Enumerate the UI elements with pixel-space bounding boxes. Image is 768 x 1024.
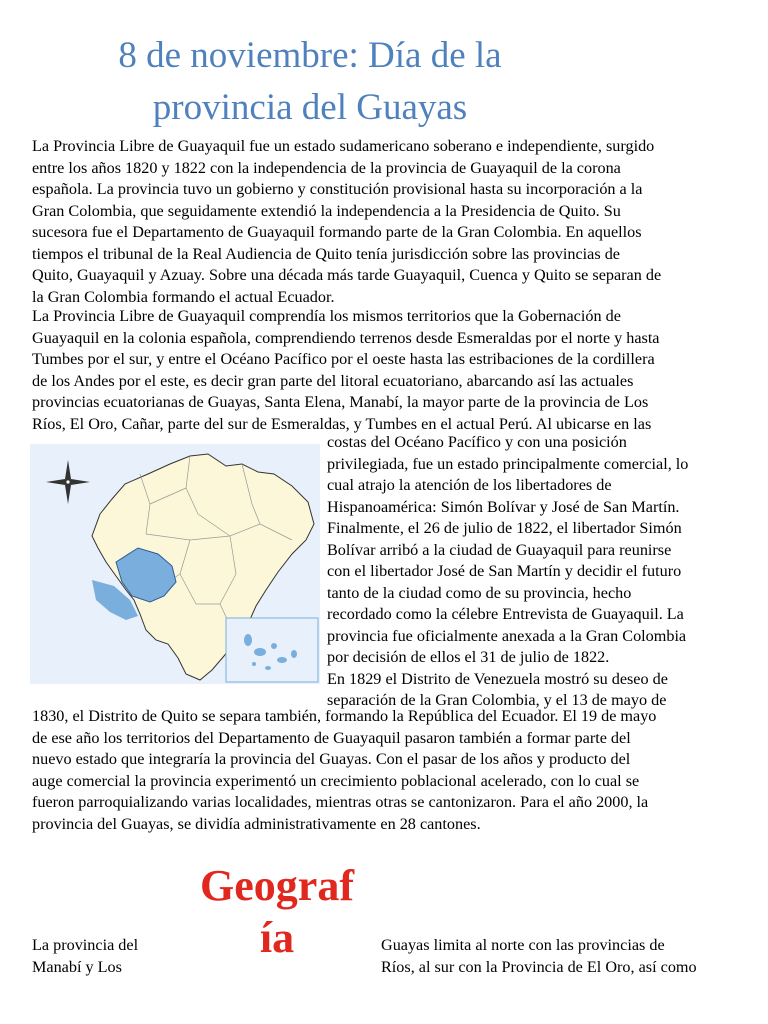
text-line: cual atrajo la atención de los libertadores de — [327, 476, 612, 494]
title-line-1: 8 de noviembre: Día de la — [118, 35, 502, 76]
geography-heading — [192, 860, 362, 964]
text-line: provincia del Guayas, se dividía administrativamente en 28 cantones. — [32, 814, 481, 833]
text-line: española. La provincia tuvo un gobierno y constitución provisional hasta su incorporación a la — [32, 180, 643, 198]
text-line: de ese año los territorios del Departamento de Guayaquil pasaron también a formar parte del — [32, 728, 631, 747]
paragraph-history-3 — [327, 432, 688, 712]
text-line: la Gran Colombia formando el actual Ecuador. — [32, 287, 335, 306]
text-line: Hispanoamérica: Simón Bolívar y José de San Martín. — [327, 497, 680, 516]
text-line: separación de la Gran Colombia, y el 13 de mayo de — [327, 691, 667, 709]
text-line: Finalmente, el 26 de julio de 1822, el libertador Simón — [327, 519, 682, 537]
geography-heading-line-1: Geograf — [200, 861, 354, 910]
text-line: Bolívar arribó a la ciudad de Guayaquil para reunirse — [327, 540, 672, 559]
text-line: Gran Colombia, que seguidamente extendió la independencia a la Presidencia de Quito. Su — [32, 201, 621, 220]
text-line: La Provincia Libre de Guayaquil comprendía los mismos territorios que la Gobernación de — [32, 307, 621, 325]
text-line: auge comercial la provincia experimentó un crecimiento poblacional acelerado, con lo cual se — [32, 771, 640, 790]
geography-heading-line-2: ía — [259, 913, 295, 962]
text-line: La provincia del — [32, 936, 139, 954]
text-line: por decisión de ellos el 31 de julio de 1822. — [327, 648, 610, 666]
text-line: Ríos, al sur con la Provincia de El Oro, así como — [381, 957, 697, 976]
text-line: En 1829 el Distrito de Venezuela mostró su deseo de — [327, 669, 668, 688]
text-line: La Provincia Libre de Guayaquil fue un estado sudamericano soberano e independiente, surgido — [32, 137, 655, 155]
text-line: costas del Océano Pacífico y con una posición — [327, 433, 627, 451]
text-line: entre los años 1820 y 1822 con la independencia de la provincia de Guayaquil de la corona — [32, 158, 621, 177]
text-line: provincias ecuatorianas de Guayas, Santa Elena, Manabí, la mayor parte de la provincia de Los — [32, 393, 649, 411]
geography-text-left — [32, 935, 138, 978]
text-line: Guayaquil en la colonia española, comprendiendo terrenos desde Esmeraldas por el norte y hasta — [32, 328, 660, 347]
paragraph-history-1 — [32, 136, 661, 308]
text-line: de los Andes por el este, es decir gran parte del litoral ecuatoriano, abarcando así las actuales — [32, 371, 634, 390]
title-line-2: provincia del Guayas — [152, 87, 468, 128]
text-line: Manabí y Los — [32, 957, 122, 976]
text-line: 1830, el Distrito de Quito se separa también, formando la República del Ecuador. El 19 de mayo — [32, 707, 657, 725]
page-title — [0, 30, 620, 134]
text-line: con el libertador José de San Martín y decidir el futuro — [327, 562, 682, 580]
text-line: recordado como la célebre Entrevista de Guayaquil. La — [327, 605, 684, 623]
text-line: privilegiada, fue un estado principalmente comercial, lo — [327, 454, 689, 473]
text-line: tiempos el tribunal de la Real Audiencia de Quito tenía jurisdicción sobre las provincias de — [32, 244, 620, 263]
text-line: nuevo estado que integraría la provincia del Guayas. Con el pasar de los años y producto del — [32, 750, 631, 768]
text-line: provincia fue oficialmente anexada a la Gran Colombia — [327, 626, 687, 645]
ecuador-map-image — [30, 444, 320, 684]
text-line: tanto de la ciudad como de su provincia, hecho — [327, 583, 632, 602]
text-line: Quito, Guayaquil y Azuay. Sobre una década más tarde Guayaquil, Cuenca y Quito se separan de — [32, 266, 662, 284]
galapagos-inset — [226, 618, 318, 682]
text-line: Guayas limita al norte con las provincias de — [381, 936, 665, 954]
text-line: fueron parroquializando varias localidades, mientras otras se cantonizaron. Para el año 2000, la — [32, 793, 649, 811]
text-line: sucesora fue el Departamento de Guayaquil formando parte de la Gran Colombia. En aquellos — [32, 223, 642, 241]
paragraph-history-2 — [32, 306, 660, 435]
text-line: Ríos, El Oro, Cañar, parte del sur de Esmeraldas, y Tumbes en el actual Perú. Al ubicarse en las — [32, 414, 652, 433]
geography-text-right — [381, 935, 697, 978]
paragraph-history-4 — [32, 706, 656, 835]
text-line: Tumbes por el sur, y entre el Océano Pacífico por el oeste hasta las estribaciones de la cordillera — [32, 350, 655, 368]
